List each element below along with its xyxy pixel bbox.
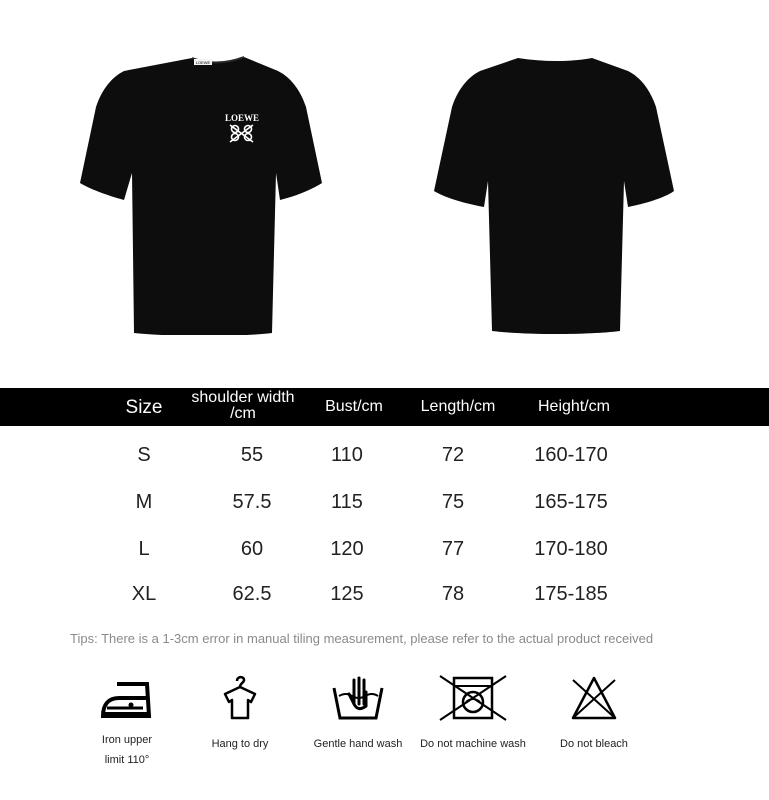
care-label-line2: limit 110°: [104, 754, 150, 766]
table-row: [0, 440, 769, 470]
header-size: Size: [125, 397, 163, 418]
cell-bust: 120: [330, 538, 364, 560]
header-shoulder-line1: shoulder width: [191, 389, 295, 406]
hang-dry-icon: [220, 674, 260, 722]
header-shoulder-line2: /cm: [230, 405, 256, 422]
cell-length: 78: [441, 583, 465, 605]
cell-height: 160-170: [534, 444, 608, 466]
no-machine-wash-icon: [438, 674, 508, 722]
cell-bust: 115: [331, 491, 363, 513]
cell-bust: 125: [330, 583, 364, 605]
care-label: Gentle hand wash: [313, 738, 403, 750]
table-row: [0, 579, 769, 609]
care-item-iron: [90, 676, 164, 770]
care-label: Hang to dry: [211, 738, 269, 750]
care-item-no-machine-wash: [412, 674, 534, 750]
header-length: Length/cm: [420, 398, 496, 415]
cell-size: M: [135, 491, 153, 513]
cell-length: 72: [441, 444, 465, 466]
care-label: Do not machine wash: [420, 738, 526, 750]
size-table-header: [0, 388, 769, 426]
cell-size: XL: [131, 583, 157, 605]
cell-length: 75: [441, 491, 465, 513]
hand-wash-icon: [330, 674, 386, 722]
no-bleach-icon: [569, 674, 619, 722]
table-row: [0, 534, 769, 564]
care-item-hand-wash: [306, 674, 410, 750]
cell-size: S: [137, 444, 151, 466]
cell-shoulder: 55: [240, 444, 264, 466]
cell-size: L: [138, 538, 150, 560]
table-row: [0, 487, 769, 517]
neck-label-text: LOEWE: [195, 60, 211, 65]
care-item-no-bleach: [548, 674, 640, 750]
cell-height: 165-175: [534, 491, 608, 513]
iron-icon: [97, 676, 157, 724]
care-label-line1: Iron upper: [101, 734, 153, 746]
care-label: Do not bleach: [560, 738, 628, 750]
care-label: [90, 730, 164, 770]
cell-height: 170-180: [534, 538, 608, 560]
tshirt-back-image: [432, 55, 676, 335]
cell-height: 175-185: [534, 583, 608, 605]
header-shoulder-width: [178, 390, 308, 422]
cell-bust: 110: [331, 444, 363, 466]
header-bust: Bust/cm: [325, 398, 383, 415]
tshirt-front-image: [78, 55, 324, 335]
cell-shoulder: 57.5: [232, 491, 272, 513]
header-height: Height/cm: [537, 398, 611, 415]
cell-length: 77: [441, 538, 465, 560]
care-item-hang-dry: [200, 674, 280, 750]
front-logo-text: LOEWE: [224, 113, 260, 123]
measurement-tips: Tips: There is a 1-3cm error in manual tiling measurement, please refer to the actual product received: [70, 631, 654, 646]
cell-shoulder: 60: [240, 538, 264, 560]
cell-shoulder: 62.5: [232, 583, 272, 605]
